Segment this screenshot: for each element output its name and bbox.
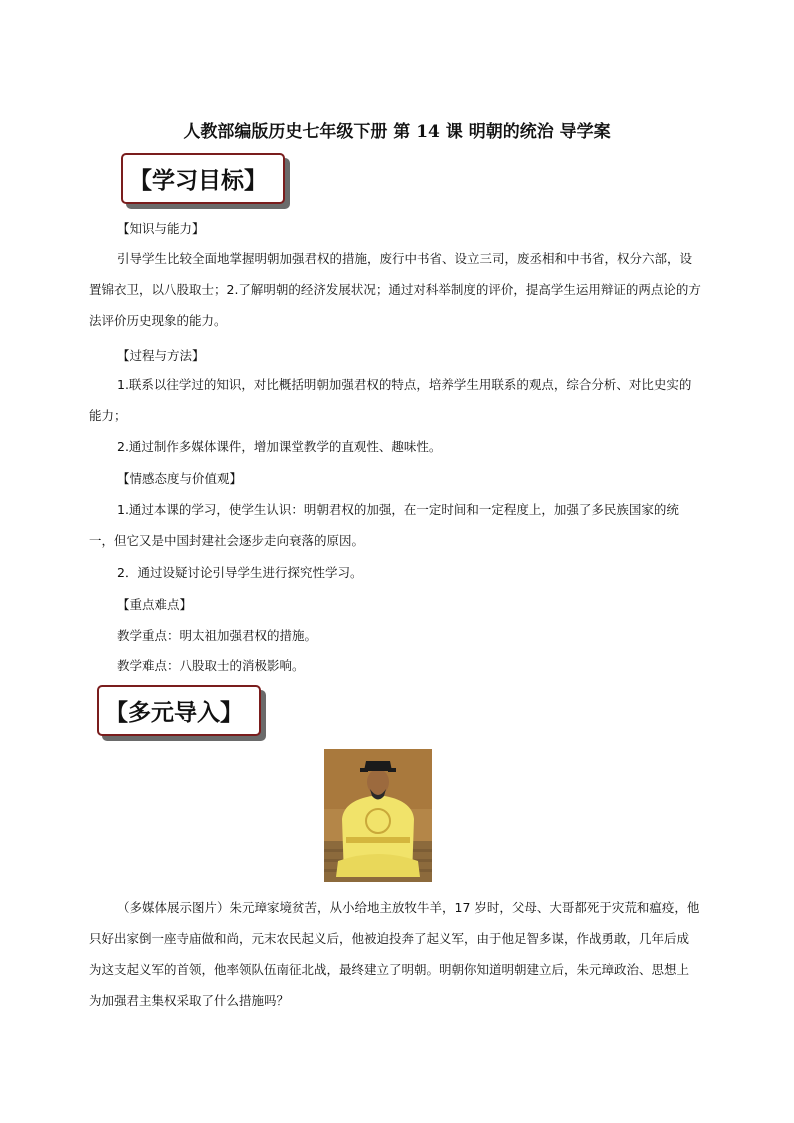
section-banner-intro: 【多元导入】 [97,685,261,736]
key-points-heading: 【重点难点】 [117,597,193,612]
document-title: 人教部编版历史七年级下册 第 14 课 明朝的统治 导学案 [183,122,611,142]
emotion-item-2: 2．通过设疑讨论引导学生进行探究性学习。 [117,565,363,580]
emotion-heading: 【情感态度与价值观】 [117,471,243,486]
intro-paragraph: （多媒体展示图片）朱元璋家境贫苦，从小给地主放牧牛羊，17 岁时，父母、大哥都死于灾荒和瘟疫，他只好出家倒一座寺庙做和尚，元末农民起义后，他被迫投奔了起义军，由于他足智多谋，作战勇敢，几年后成为这支起义军的首领，他率领队伍南征北战，最终建立了明朝。明朝你知道明朝建立后，朱元璋政治、思想上为加强君主集权采取了什么措施吗？ [89,900,700,1008]
process-item-1: 1.联系以往学过的知识，对比概括明朝加强君权的特点，培养学生用联系的观点，综合分析、对比史实的能力； [89,377,692,423]
teaching-key-point: 教学重点：明太祖加强君权的措施。 [117,628,318,643]
process-heading: 【过程与方法】 [117,348,205,363]
emotion-item-1: 1.通过本课的学习，使学生认识：明朝君权的加强，在一定时间和一定程度上，加强了多民族国家的统一，但它又是中国封建社会逐步走向衰落的原因。 [89,502,679,548]
process-item-2: 2.通过制作多媒体课件，增加课堂教学的直观性、趣味性。 [117,439,442,454]
knowledge-heading: 【知识与能力】 [117,221,205,236]
section-banner-learning-goals: 【学习目标】 [121,153,285,204]
knowledge-paragraph: 引导学生比较全面地掌握明朝加强君权的措施，废行中书省、设立三司，废丞相和中书省，权分六部，设置锦衣卫，以八股取士；2.了解明朝的经济发展状况；通过对科举制度的评价，提高学生运用辩证的两点论的方法评价历史现象的能力。 [89,251,701,328]
teaching-difficulty: 教学难点：八股取士的消极影响。 [117,658,305,673]
emperor-portrait-image [324,749,432,882]
